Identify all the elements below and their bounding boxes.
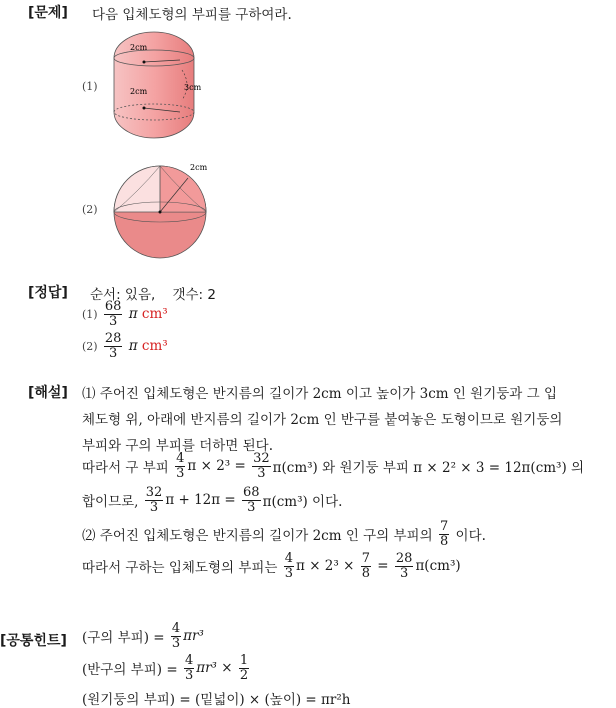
solution-line-5: 합이므로, $\frac{32}{3}$ π + 12π = $\frac{68}{3}$ π(cm³) 이다. [82,485,343,515]
hint-line-1: (구의 부피) = $\frac{4}{3}$ πr³ [82,621,204,651]
figure2-number: (2) [82,203,98,216]
solution-line-6: ⑵ 주어진 입체도형은 반지름의 길이가 2cm 인 구의 부피의 $\frac{7}{8}$ 이다. [82,519,486,549]
solution-line-2: 체도형 위, 아래에 반지름의 길이가 2cm 인 반구를 붙여놓은 도형이므로 원기둥의 [82,412,563,428]
problem-label: [문제] [28,5,68,21]
fig2-label: 2cm [190,163,208,172]
fig1-bottom-label: 2cm [130,87,148,96]
solution-line-1: ⑴ 주어진 입체도형은 반지름의 길이가 2cm 이고 높이가 3cm 인 원기둥과 그 입 [82,386,558,402]
answer-label: [정답] [28,285,68,301]
answer-item-2: (2) $\frac{28}{3}$ π cm³ [82,331,168,361]
solution-line-4: 따라서 구 부피 $\frac{4}{3}$ π × 2³ = $\frac{32}{3}$ π(cm³) 와 원기둥 부피 π × 2² × 3 = 12π(cm³) 의 [82,451,585,481]
hint-line-3: (원기둥의 부피) = (밑넓이) × (높이) = πr²h [82,692,351,708]
hint-line-2: (반구의 부피) = $\frac{4}{3}$ πr³ × $\frac{1}{2}$ [82,653,249,683]
sphere-figure [108,158,218,260]
answer-item-1: (1) $\frac{68}{3}$ π cm³ [82,299,168,329]
solution-line-3: 부피와 구의 부피를 더하면 된다. [82,438,273,454]
problem-text: 다음 입체도형의 부피를 구하여라. [92,7,292,23]
answer-count: 갯수: 2 [172,287,216,303]
fig1-height-label: 3cm [184,83,202,92]
answer-order: 순서: 있음, [90,287,156,303]
solution-line-7: 따라서 구하는 입체도형의 부피는 $\frac{4}{3}$ π × 2³ × $\frac{7}{8}$ = $\frac{28}{3}$ π(cm³) [82,551,461,581]
capsule-figure [100,30,210,150]
fig1-top-label: 2cm [130,43,148,52]
figure1-number: (1) [82,80,98,93]
solution-label: [해설] [28,385,68,401]
hint-label: [공통힌트] [0,633,67,649]
